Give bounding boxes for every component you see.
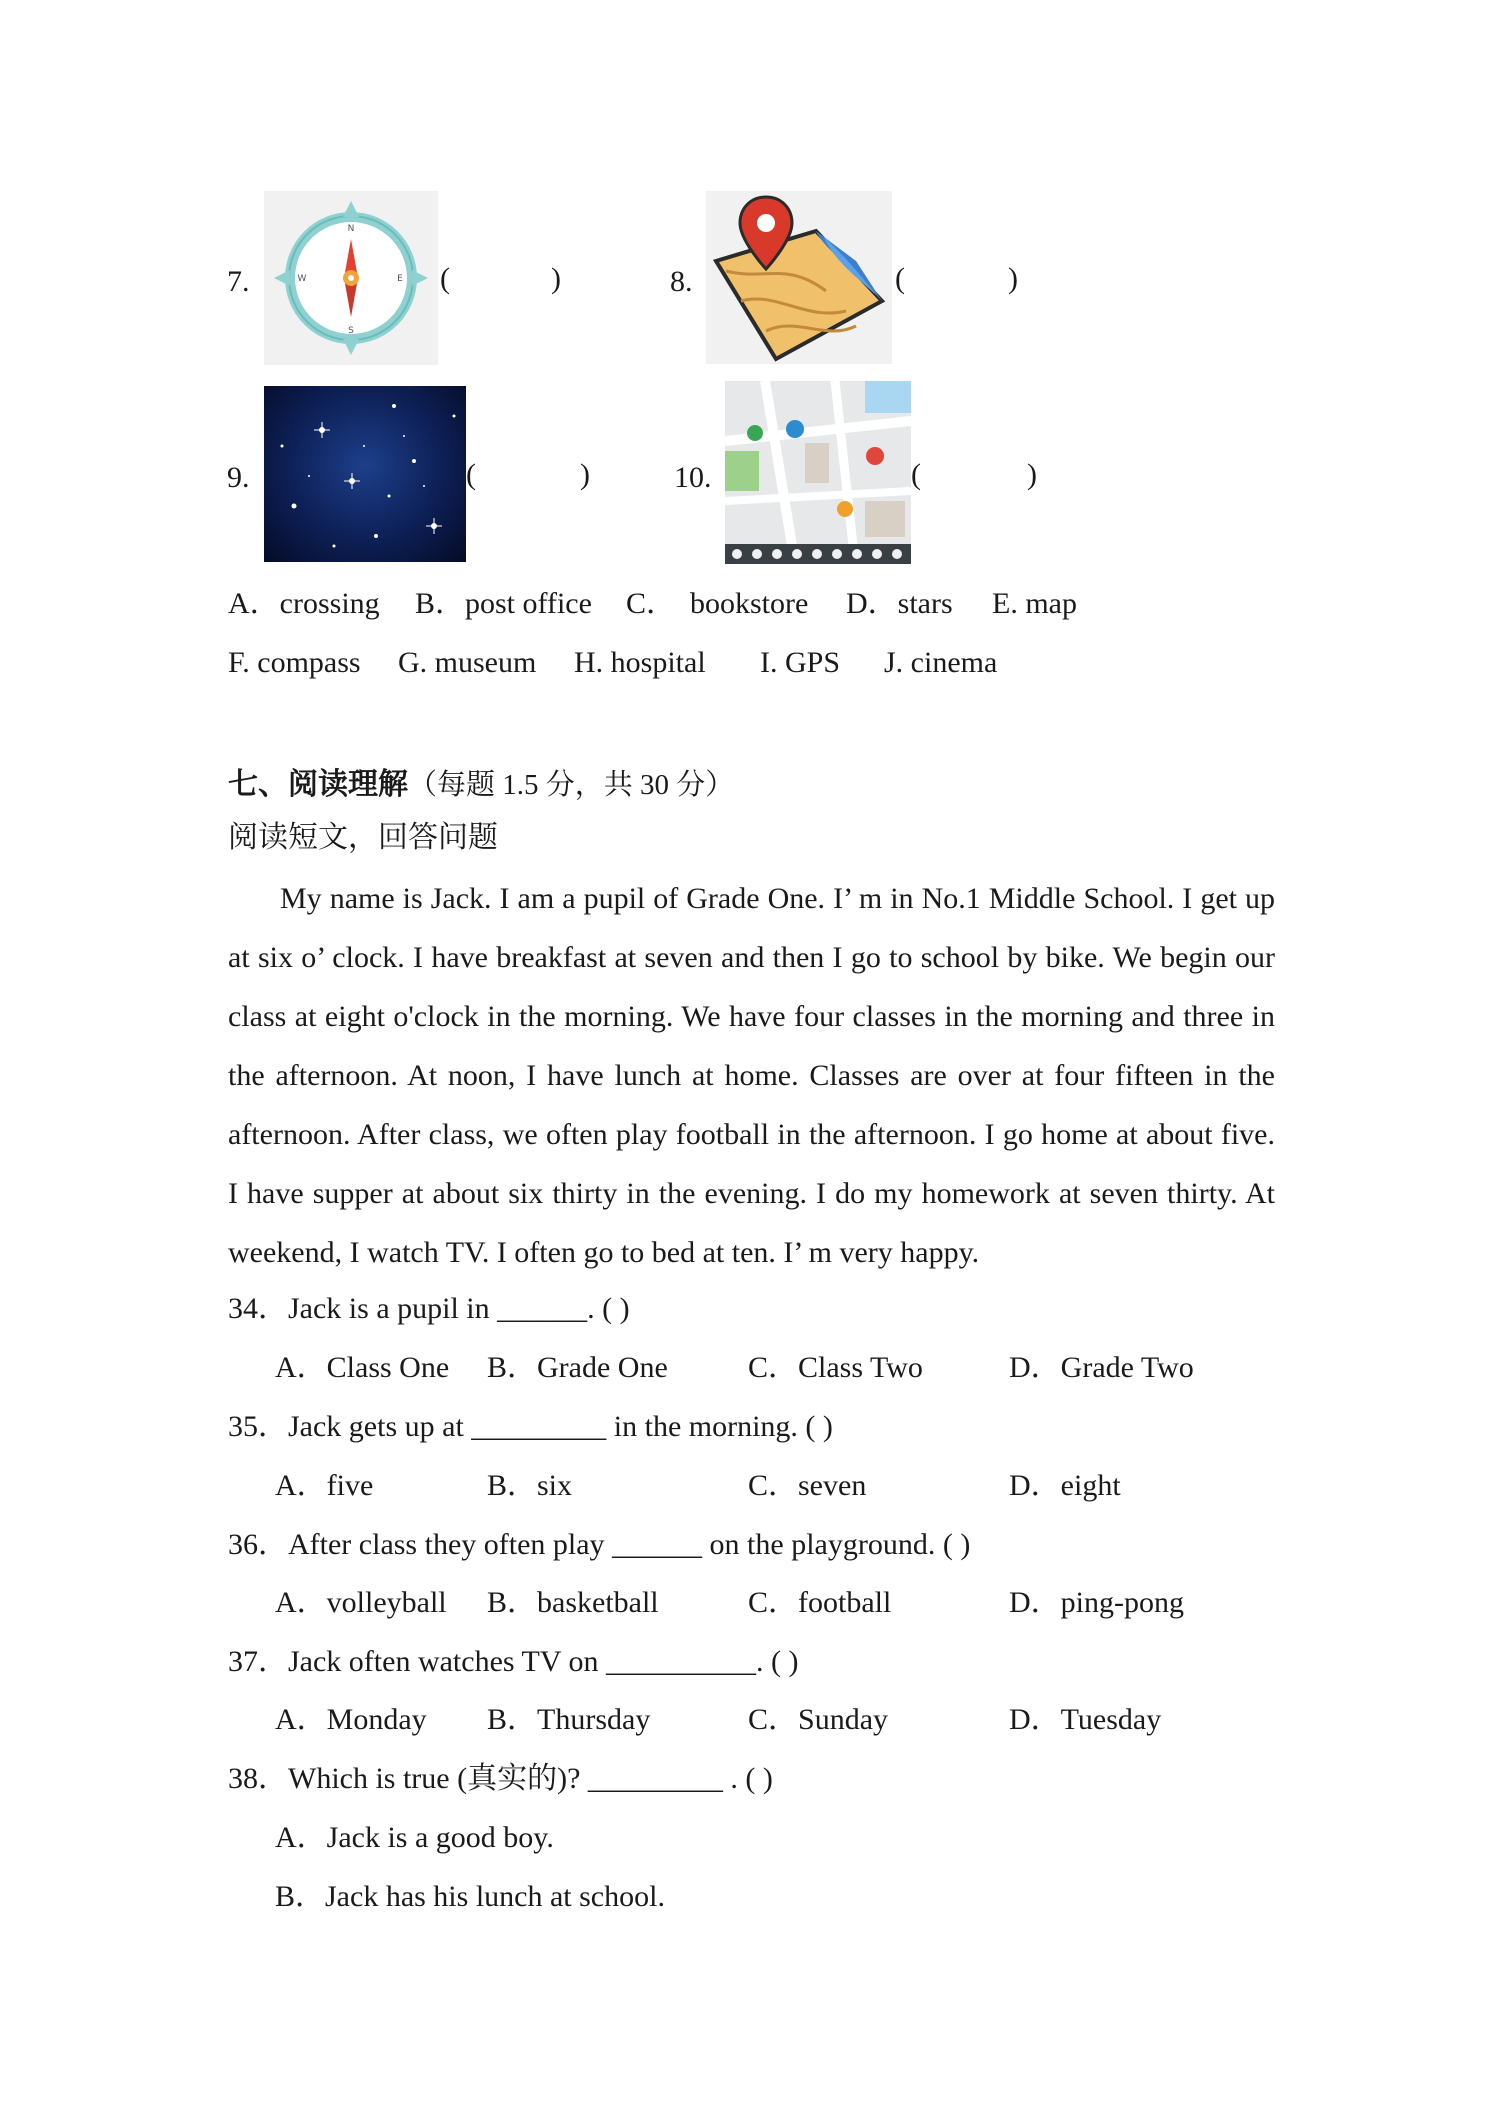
q35-option-b: B．six: [487, 1469, 573, 1502]
q35-option-a: A．five: [275, 1469, 374, 1502]
q34-option-b: B．Grade One: [487, 1351, 668, 1384]
gps-map-icon: [725, 381, 911, 564]
svg-text:E: E: [397, 274, 403, 284]
answer-paren-close-8: ): [1008, 262, 1018, 295]
option-h-hospital: H. hospital: [574, 646, 706, 679]
q37-option-b: B．Thursday: [487, 1703, 651, 1736]
section-heading: [228, 759, 734, 803]
passage-line-5: afternoon. After class, we often play football in the afternoon. I go home at about five.: [228, 1118, 1275, 1151]
q34-option-c: C．Class Two: [748, 1351, 923, 1384]
item-number-7: 7.: [227, 265, 250, 298]
answer-paren-open-10: (: [911, 458, 921, 491]
item-number-8: 8.: [670, 265, 693, 298]
compass-icon: [264, 191, 438, 365]
q38-option-a: A．Jack is a good boy.: [275, 1821, 554, 1854]
answer-paren-close-7: ): [551, 262, 561, 295]
passage-line-6: I have supper at about six thirty in the evening. I do my homework at seven thirty. At: [228, 1177, 1275, 1210]
passage-line-7: weekend, I watch TV. I often go to bed at ten. I’ m very happy.: [228, 1236, 980, 1269]
svg-text:W: W: [297, 274, 307, 284]
q37-option-a: A．Monday: [275, 1703, 427, 1736]
q36-option-d: D．ping-pong: [1009, 1586, 1184, 1619]
option-j-cinema: J. cinema: [884, 646, 998, 679]
answer-paren-close-10: ): [1027, 458, 1037, 491]
q35-option-c: C．seven: [748, 1469, 867, 1502]
section-instruction: 阅读短文，回答问题: [228, 821, 498, 854]
q37-option-d: D．Tuesday: [1009, 1703, 1162, 1736]
option-i-gps: I. GPS: [760, 646, 841, 679]
passage-line-1: My name is Jack. I am a pupil of Grade One. I’ m in No.1 Middle School. I get up: [280, 882, 1275, 915]
stars-icon: [264, 386, 466, 562]
section-title: 七、阅读理解: [228, 768, 408, 801]
q35-option-d: D．eight: [1009, 1469, 1121, 1502]
option-d-stars: D．stars: [846, 587, 953, 620]
q36-option-a: A．volleyball: [275, 1586, 447, 1619]
passage-line-4: the afternoon. At noon, I have lunch at home. Classes are over at four fifteen in the: [228, 1059, 1275, 1092]
svg-text:S: S: [348, 326, 354, 336]
option-f-compass: F. compass: [228, 646, 361, 679]
question-35: 35．Jack gets up at _________ in the morning. ( ): [228, 1410, 833, 1443]
option-b-post-office: B．post office: [415, 587, 592, 620]
map-pin-icon: [706, 191, 892, 364]
question-38: 38．Which is true (真实的)? _________ . ( ): [228, 1762, 773, 1795]
answer-paren-open-9: (: [466, 458, 476, 491]
q38-option-b: B．Jack has his lunch at school.: [275, 1880, 665, 1913]
q36-option-c: C．football: [748, 1586, 892, 1619]
q34-option-d: D．Grade Two: [1009, 1351, 1194, 1384]
option-a-crossing: A．crossing: [228, 587, 380, 620]
passage-line-2: at six o’ clock. I have breakfast at seven and then I go to school by bike. We begin our: [228, 941, 1275, 974]
section-score-note: （每题 1.5 分，共 30 分）: [408, 769, 735, 801]
item-number-10: 10.: [674, 461, 712, 494]
passage-line-3: class at eight o'clock in the morning. We have four classes in the morning and three in: [228, 1000, 1275, 1033]
option-c-label: C．: [626, 587, 677, 620]
answer-paren-open-8: (: [895, 262, 905, 295]
option-g-museum: G. museum: [398, 646, 537, 679]
svg-text:N: N: [347, 224, 355, 234]
q34-option-a: A．Class One: [275, 1351, 450, 1384]
answer-paren-close-9: ): [580, 458, 590, 491]
option-e-map: E. map: [992, 587, 1077, 620]
question-34: 34．Jack is a pupil in ______. ( ): [228, 1292, 630, 1325]
answer-paren-open-7: (: [440, 262, 450, 295]
q36-option-b: B．basketball: [487, 1586, 659, 1619]
item-number-9: 9.: [227, 461, 250, 494]
option-c-bookstore: bookstore: [690, 587, 809, 620]
q37-option-c: C．Sunday: [748, 1703, 889, 1736]
reading-passage: [228, 869, 1275, 1282]
question-36: 36．After class they often play ______ on the playground. ( ): [228, 1528, 971, 1561]
question-37: 37．Jack often watches TV on __________. ( ): [228, 1645, 799, 1678]
